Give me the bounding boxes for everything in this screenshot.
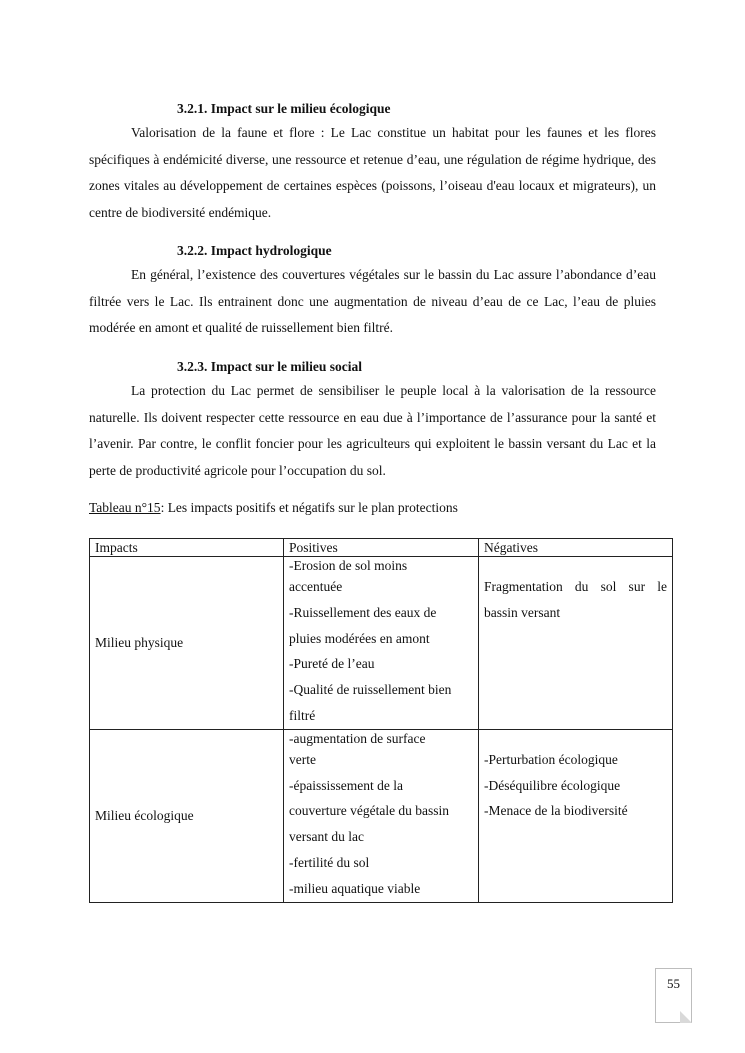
impacts-table: [89, 538, 673, 903]
page-number: 55: [667, 976, 680, 991]
header-positives: Positives: [284, 539, 479, 557]
header-negatives: Négatives: [479, 539, 673, 557]
positive-item: accentuée: [289, 579, 343, 594]
section-heading-hydrologique: 3.2.2. Impact hydrologique: [177, 243, 332, 258]
table-row: [90, 729, 673, 902]
positives-cell: [284, 729, 479, 902]
positive-item: -Ruissellement des eaux de: [289, 604, 437, 620]
header-impacts: Impacts: [90, 539, 284, 557]
section-heading-social: 3.2.3. Impact sur le milieu social: [177, 359, 362, 374]
positive-item: -Pureté de l’eau: [289, 656, 375, 672]
table-caption: [89, 499, 458, 517]
section-paragraph-social: La protection du Lac permet de sensibiliser le peuple local à la valorisation de la ressource naturelle. Ils doivent respecter cette ressource en eau due à l’importance de l’assurance pour la santé et l’avenir. Par contre, le conflit foncier pour les agriculteurs qui exploitent le bassin versant du Lac et la perte de productivité agricole pour l’occupation du sol.: [89, 383, 656, 478]
section-paragraph-ecologique: Valorisation de la faune et flore : Le Lac constitue un habitat pour les faunes et les flores spécifiques à endémicité diverse, une ressource et retenue d’eau, une régulation de régime hydrique, des zones vitales au développement de certaines espèces (poissons, l’oiseau d'eau locaux et migrateurs), un centre de biodiversité endémique.: [89, 125, 656, 220]
positive-item: -milieu aquatique viable: [289, 880, 421, 896]
negative-item: -Menace de la biodiversité: [484, 803, 628, 819]
impact-cell: Milieu physique: [90, 557, 284, 730]
section-paragraph-hydrologique: En général, l’existence des couvertures végétales sur le bassin du Lac assure l’abondance d’eau filtrée vers le Lac. Ils entrainent donc une augmentation de niveau d’eau de ce Lac, l’eau de pluies modérée en amont et qualité de ruissellement bien filtré.: [89, 267, 656, 335]
positive-item: filtré: [289, 707, 316, 723]
positive-item: -épaississement de la: [289, 777, 403, 793]
negatives-cell: [479, 557, 673, 730]
positive-item: verte: [289, 751, 316, 767]
positive-item: pluies modérées en amont: [289, 630, 430, 646]
positive-item: versant du lac: [289, 829, 364, 845]
impact-cell: Milieu écologique: [90, 729, 284, 902]
table-row: [90, 557, 673, 730]
positive-item: -Erosion de sol moins: [289, 558, 408, 573]
negative-item: Fragmentation du sol sur le bassin versant: [484, 579, 667, 620]
positive-item: couverture végétale du bassin: [289, 803, 450, 819]
negative-item: -Perturbation écologique: [484, 751, 618, 767]
page-curl-icon: [680, 1011, 692, 1023]
table-caption-text: : Les impacts positifs et négatifs sur le plan protections: [160, 500, 458, 515]
table-caption-ref: Tableau n°15: [89, 500, 161, 515]
page-number-box: [655, 968, 692, 1023]
section-heading-ecologique: 3.2.1. Impact sur le milieu écologique: [177, 101, 391, 116]
negatives-cell: [479, 729, 673, 902]
positive-item: -augmentation de surface: [289, 730, 426, 746]
negative-item: -Déséquilibre écologique: [484, 777, 621, 793]
positive-item: -Qualité de ruissellement bien: [289, 682, 452, 698]
positives-cell: [284, 557, 479, 730]
positive-item: -fertilité du sol: [289, 854, 370, 870]
table-header-row: [90, 539, 673, 557]
